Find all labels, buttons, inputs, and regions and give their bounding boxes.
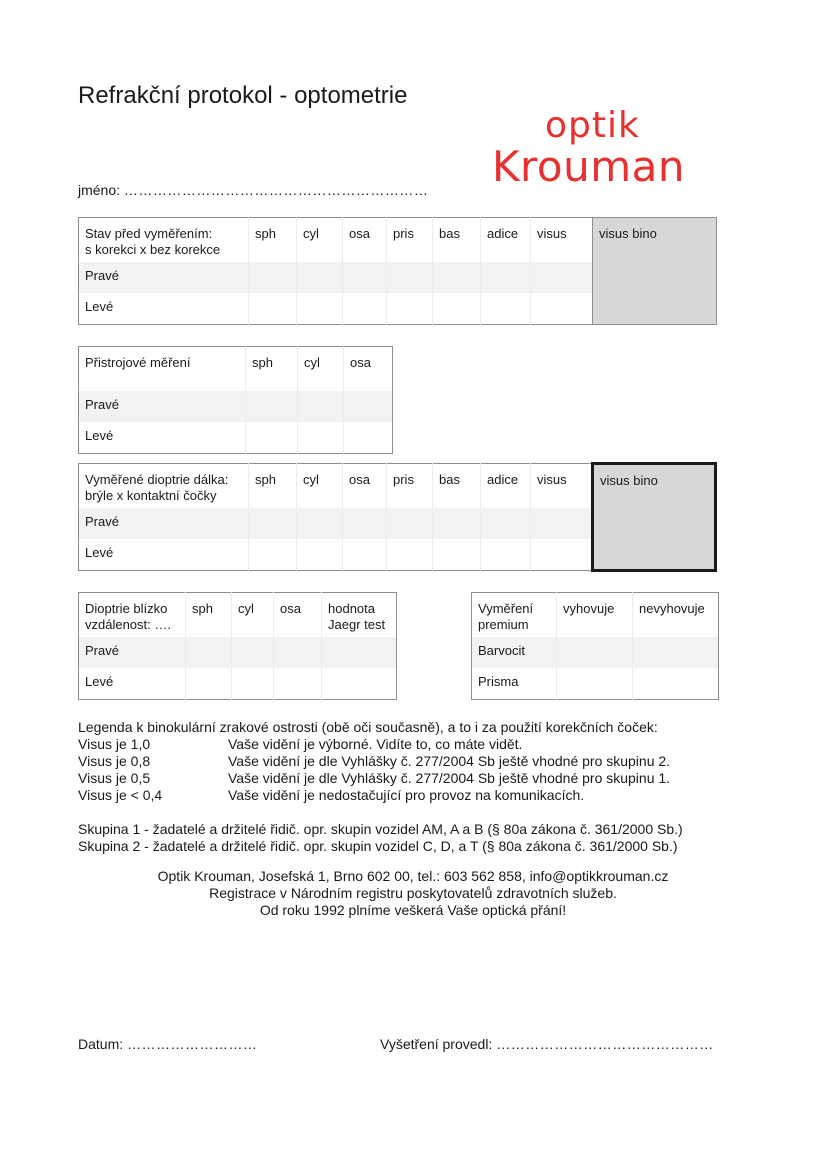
driver-groups-note	[78, 821, 683, 855]
visus-bino-cell[interactable]: visus bino	[593, 464, 716, 571]
legend-item: Visus je 0,8 Vaše vidění je dle Vyhlášky č. 277/2004 Sb ještě vhodné pro skupinu 2.	[78, 753, 671, 769]
column-header: cyl	[298, 347, 344, 392]
input-cell[interactable]	[246, 391, 298, 422]
input-cell[interactable]	[531, 539, 593, 571]
table-header-cell: Vyměřené dioptrie dálka: brýle x kontaktní čočky	[85, 472, 229, 503]
input-cell[interactable]	[298, 391, 344, 422]
column-header: nevyhovuje	[633, 593, 719, 638]
input-cell[interactable]	[344, 391, 393, 422]
column-header: sph	[246, 347, 298, 392]
input-cell[interactable]	[387, 262, 433, 293]
input-cell[interactable]	[387, 293, 433, 325]
row-label: Pravé	[79, 508, 249, 539]
column-header: vyhovuje	[557, 593, 633, 638]
date-label: Datum:	[78, 1036, 124, 1052]
footer-registration: Registrace v Národním registru poskytovatelů zdravotních služeb.	[209, 885, 617, 901]
input-cell[interactable]	[343, 262, 387, 293]
input-cell[interactable]	[387, 508, 433, 539]
row-label: Prisma	[478, 674, 519, 689]
column-header: bas	[433, 464, 481, 509]
visus-legend	[78, 719, 758, 804]
company-footer	[78, 868, 748, 919]
table-row	[79, 422, 393, 454]
input-cell[interactable]	[249, 508, 297, 539]
column-header: osa	[344, 347, 393, 392]
column-header: sph	[249, 464, 297, 509]
date-dotted-line[interactable]: ………………………	[127, 1036, 258, 1052]
input-cell[interactable]	[531, 293, 593, 325]
table-row	[472, 637, 719, 668]
input-cell[interactable]	[343, 539, 387, 571]
input-cell[interactable]	[557, 668, 633, 700]
input-cell[interactable]	[297, 508, 343, 539]
input-cell[interactable]	[322, 668, 397, 700]
page-title: Refrakční protokol - optometrie	[78, 82, 408, 109]
table-instrument-measurement	[78, 346, 393, 454]
column-header: cyl	[232, 593, 274, 638]
column-header: cyl	[297, 218, 343, 263]
input-cell[interactable]	[633, 668, 719, 700]
column-header: pris	[387, 218, 433, 263]
table-state-before-measurement	[78, 217, 717, 325]
input-cell[interactable]	[186, 637, 232, 668]
input-cell[interactable]	[232, 637, 274, 668]
table-near-diopters	[78, 592, 397, 700]
group-line: Skupina 2 - žadatelé a držitelé řidič. opr. skupin vozidel C, D, a T (§ 80a zákona č. 361/2000 Sb.)	[78, 838, 678, 854]
row-label: Pravé	[79, 262, 249, 293]
input-cell[interactable]	[297, 539, 343, 571]
table-row	[79, 391, 393, 422]
row-label: Levé	[85, 674, 114, 689]
group-line: Skupina 1 - žadatelé a držitelé řidič. opr. skupin vozidel AM, A a B (§ 80a zákona č. 361/2000 Sb.)	[78, 821, 683, 837]
date-field[interactable]	[78, 1036, 258, 1052]
input-cell[interactable]	[344, 422, 393, 454]
column-header: visus	[531, 464, 593, 509]
row-label: Levé	[85, 299, 114, 314]
input-cell[interactable]	[298, 422, 344, 454]
logo-line-optik: optik	[545, 105, 640, 146]
input-cell[interactable]	[274, 668, 322, 700]
input-cell[interactable]	[232, 668, 274, 700]
input-cell[interactable]	[633, 637, 719, 668]
row-label: Levé	[85, 545, 114, 560]
table-header-cell: Přistrojové měření	[85, 355, 191, 370]
input-cell[interactable]	[481, 293, 531, 325]
input-cell[interactable]	[531, 262, 593, 293]
row-label: Levé	[85, 428, 114, 443]
input-cell[interactable]	[297, 262, 343, 293]
examiner-dotted-line[interactable]: ………………………………………	[496, 1036, 714, 1052]
input-cell[interactable]	[481, 539, 531, 571]
row-label: Barvocit	[472, 637, 557, 668]
legend-intro: Legenda k binokulární zrakové ostrosti (obě oči současně), a to i za použití korekčních čoček:	[78, 719, 658, 735]
table-distance-diopters	[78, 462, 717, 572]
legend-item: Visus je < 0,4 Vaše vidění je nedostačující pro provoz na komunikacích.	[78, 787, 585, 803]
optik-krouman-logo	[490, 105, 730, 191]
table-row	[79, 668, 397, 700]
input-cell[interactable]	[557, 637, 633, 668]
column-header: bas	[433, 218, 481, 263]
input-cell[interactable]	[433, 293, 481, 325]
name-field[interactable]	[78, 182, 428, 198]
column-header: cyl	[297, 464, 343, 509]
column-header: sph	[186, 593, 232, 638]
name-label: jméno:	[78, 182, 121, 198]
examiner-label: Vyšetření provedl:	[380, 1036, 493, 1052]
input-cell[interactable]	[433, 508, 481, 539]
column-header: osa	[274, 593, 322, 638]
input-cell[interactable]	[433, 262, 481, 293]
input-cell[interactable]	[297, 293, 343, 325]
logo-line-krouman: Krouman	[492, 142, 685, 191]
input-cell[interactable]	[481, 508, 531, 539]
input-cell[interactable]	[343, 293, 387, 325]
column-header: osa	[343, 218, 387, 263]
row-label: Pravé	[79, 391, 246, 422]
input-cell[interactable]	[531, 508, 593, 539]
input-cell[interactable]	[387, 539, 433, 571]
row-label: Pravé	[79, 637, 186, 668]
footer-contact: Optik Krouman, Josefská 1, Brno 602 00, tel.: 603 562 858, info@optikkrouman.cz	[157, 868, 669, 884]
column-header: sph	[249, 218, 297, 263]
input-cell[interactable]	[246, 422, 298, 454]
table-row	[79, 637, 397, 668]
table-row	[472, 668, 719, 700]
column-header: adice	[481, 464, 531, 509]
table-header-cell: Dioptrie blízko vzdálenost: ….	[85, 601, 171, 632]
table-header-cell: Vyměření premium	[478, 601, 534, 632]
input-cell[interactable]	[249, 293, 297, 325]
column-header: hodnota Jaegr test	[322, 593, 397, 638]
input-cell[interactable]	[481, 262, 531, 293]
visus-bino-cell[interactable]: visus bino	[593, 218, 717, 325]
table-header-cell: Stav před vyměřením: s korekci x bez korekce	[85, 226, 221, 257]
input-cell[interactable]	[249, 262, 297, 293]
footer-slogan: Od roku 1992 plníme veškerá Vaše optická přání!	[259, 902, 567, 918]
name-dotted-line[interactable]: ………………………………………………………	[123, 182, 429, 198]
legend-item: Visus je 1,0 Vaše vidění je výborné. Vidíte to, co máte vidět.	[78, 736, 523, 752]
table-premium-measurement	[471, 592, 719, 700]
column-header: visus	[531, 218, 593, 263]
input-cell[interactable]	[249, 539, 297, 571]
input-cell[interactable]	[322, 637, 397, 668]
column-header: adice	[481, 218, 531, 263]
legend-item: Visus je 0,5 Vaše vidění je dle Vyhlášky č. 277/2004 Sb ještě vhodné pro skupinu 1.	[78, 770, 671, 786]
input-cell[interactable]	[433, 539, 481, 571]
input-cell[interactable]	[186, 668, 232, 700]
input-cell[interactable]	[274, 637, 322, 668]
examiner-field[interactable]	[380, 1036, 714, 1052]
column-header: pris	[387, 464, 433, 509]
column-header: osa	[343, 464, 387, 509]
input-cell[interactable]	[343, 508, 387, 539]
